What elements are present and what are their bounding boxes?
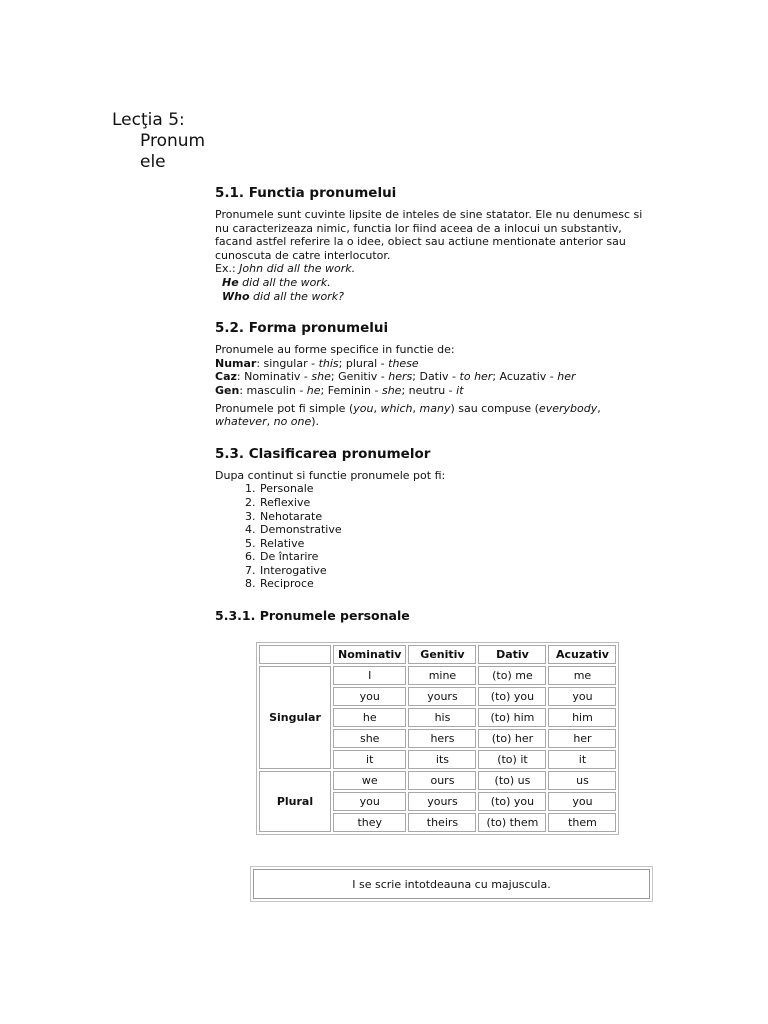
title-line-2: Pronum bbox=[140, 131, 206, 151]
section-5-2-paragraph-2 bbox=[215, 402, 655, 429]
section-heading-5-1: 5.1. Functia pronumelui bbox=[215, 185, 397, 201]
list-item: 7. Interogative bbox=[259, 564, 655, 578]
p2-text-k: , bbox=[266, 415, 274, 429]
gen-line bbox=[215, 384, 655, 398]
list-item: 3. Nehotarate bbox=[259, 510, 655, 524]
example-text-2: did all the work. bbox=[238, 275, 331, 289]
gen-text-a: : masculin - bbox=[239, 383, 307, 397]
table-cell: ours bbox=[408, 771, 476, 790]
numar-text-d: these bbox=[388, 356, 419, 370]
gen-text-b: he bbox=[306, 383, 321, 397]
table-cell: it bbox=[333, 750, 406, 769]
example-bold-3: Who bbox=[222, 289, 250, 303]
table-cell: we bbox=[333, 771, 406, 790]
lesson-content bbox=[215, 184, 655, 624]
table-cell: them bbox=[548, 813, 616, 832]
example-bold-2: He bbox=[222, 275, 239, 289]
table-header-row bbox=[259, 645, 616, 664]
table-cell: she bbox=[333, 729, 406, 748]
table-cell: its bbox=[408, 750, 476, 769]
gen-text-e: ; neutru - bbox=[401, 383, 457, 397]
numar-label: Numar bbox=[215, 356, 257, 370]
p2-text-l: no one bbox=[273, 415, 312, 429]
numar-text-a: : singular - bbox=[256, 356, 319, 370]
section-5-2-intro: Pronumele au forme specifice in functie de: bbox=[215, 343, 455, 357]
gen-text-c: ; Feminin - bbox=[320, 383, 382, 397]
row-group-singular: Singular bbox=[259, 666, 331, 769]
table-cell: us bbox=[548, 771, 616, 790]
table-cell: her bbox=[548, 729, 616, 748]
page-title bbox=[112, 110, 222, 173]
table-cell: you bbox=[548, 687, 616, 706]
numar-line bbox=[215, 357, 655, 371]
note-text: I se scrie intotdeauna cu majuscula. bbox=[253, 869, 650, 899]
table-cell: me bbox=[548, 666, 616, 685]
table-cell: I bbox=[333, 666, 406, 685]
table-cell: (to) her bbox=[478, 729, 546, 748]
table-header-cell: Dativ bbox=[478, 645, 546, 664]
section-5-1-paragraph: Pronumele sunt cuvinte lipsite de inteles de sine statator. Ele nu denumesc si nu caracterizeaza nimic, functia lor fiind aceea de a inlocui un substantiv, facand astfel referire la o idee, obiect sau actiune mentionate anterior sau cunoscuta de catre interlocutor. bbox=[215, 208, 643, 262]
gen-text-f: it bbox=[456, 383, 464, 397]
numar-text-b: this bbox=[318, 356, 339, 370]
p2-text-a: Pronumele pot fi simple ( bbox=[215, 401, 354, 415]
p2-text-e: , bbox=[412, 401, 420, 415]
example-text-3: did all the work? bbox=[249, 289, 344, 303]
example-line-1 bbox=[215, 262, 655, 276]
table-header-cell bbox=[259, 645, 331, 664]
p2-text-d: which bbox=[380, 401, 413, 415]
list-item: 5. Relative bbox=[259, 537, 655, 551]
section-5-3-intro: Dupa continut si functie pronumele pot fi: bbox=[215, 468, 446, 482]
p2-text-b: you bbox=[353, 401, 374, 415]
table-cell: (to) it bbox=[478, 750, 546, 769]
gen-text-d: she bbox=[381, 383, 402, 397]
table-cell: they bbox=[333, 813, 406, 832]
p2-text-i: , bbox=[597, 401, 601, 415]
caz-text-g: ; Acuzativ - bbox=[492, 370, 558, 384]
p2-text-h: everybody bbox=[538, 401, 598, 415]
p2-text-m: ). bbox=[311, 415, 320, 429]
list-item: 8. Reciproce bbox=[259, 577, 655, 591]
caz-text-c: ; Genitiv - bbox=[330, 370, 389, 384]
caz-text-b: she bbox=[311, 370, 331, 384]
list-item: 1. Personale bbox=[259, 482, 655, 496]
table-cell: (to) you bbox=[478, 687, 546, 706]
numar-text-c: ; plural - bbox=[338, 356, 389, 370]
list-item: 4. Demonstrative bbox=[259, 523, 655, 537]
p2-text-g: ) sau compuse ( bbox=[450, 401, 539, 415]
table-cell: (to) us bbox=[478, 771, 546, 790]
table-cell: (to) you bbox=[478, 792, 546, 811]
table-row bbox=[259, 666, 616, 685]
table-cell: (to) me bbox=[478, 666, 546, 685]
title-line-1: Lecţia 5: bbox=[112, 110, 185, 130]
example-line-3 bbox=[215, 290, 655, 304]
table-cell: you bbox=[548, 792, 616, 811]
table-cell: theirs bbox=[408, 813, 476, 832]
caz-text-a: : Nominativ - bbox=[236, 370, 312, 384]
title-line-3: ele bbox=[140, 152, 166, 172]
classification-list bbox=[215, 482, 655, 591]
table-cell: his bbox=[408, 708, 476, 727]
section-heading-5-2: 5.2. Forma pronumelui bbox=[215, 320, 389, 337]
table-cell: yours bbox=[408, 687, 476, 706]
table-cell: hers bbox=[408, 729, 476, 748]
table-cell: (to) them bbox=[478, 813, 546, 832]
caz-text-h: her bbox=[557, 370, 576, 384]
caz-label: Caz bbox=[215, 370, 237, 384]
table-header-cell: Nominativ bbox=[333, 645, 406, 664]
table-header-cell: Genitiv bbox=[408, 645, 476, 664]
caz-text-d: hers bbox=[388, 370, 413, 384]
table-cell: you bbox=[333, 687, 406, 706]
list-item: 6. De întarire bbox=[259, 550, 655, 564]
row-group-plural: Plural bbox=[259, 771, 331, 832]
table-cell: mine bbox=[408, 666, 476, 685]
section-heading-5-3-1: 5.3.1. Pronumele personale bbox=[215, 608, 410, 624]
gen-label: Gen bbox=[215, 383, 240, 397]
p2-text-c: , bbox=[373, 401, 381, 415]
caz-text-f: to her bbox=[459, 370, 493, 384]
example-line-2 bbox=[215, 276, 655, 290]
list-item: 2. Reflexive bbox=[259, 496, 655, 510]
table-cell: (to) him bbox=[478, 708, 546, 727]
note-box bbox=[250, 866, 653, 902]
table-cell: yours bbox=[408, 792, 476, 811]
table-cell: you bbox=[333, 792, 406, 811]
p2-text-f: many bbox=[419, 401, 451, 415]
caz-text-e: ; Dativ - bbox=[412, 370, 460, 384]
p2-text-j: whatever bbox=[215, 415, 267, 429]
table-row bbox=[259, 771, 616, 790]
table-cell: he bbox=[333, 708, 406, 727]
section-heading-5-3: 5.3. Clasificarea pronumelor bbox=[215, 445, 431, 462]
table-cell: him bbox=[548, 708, 616, 727]
caz-line bbox=[215, 370, 655, 384]
table-cell: it bbox=[548, 750, 616, 769]
table-header-cell: Acuzativ bbox=[548, 645, 616, 664]
example-label: Ex.: bbox=[215, 262, 240, 276]
example-text-1: John did all the work. bbox=[239, 262, 356, 276]
personal-pronouns-table bbox=[256, 642, 619, 835]
